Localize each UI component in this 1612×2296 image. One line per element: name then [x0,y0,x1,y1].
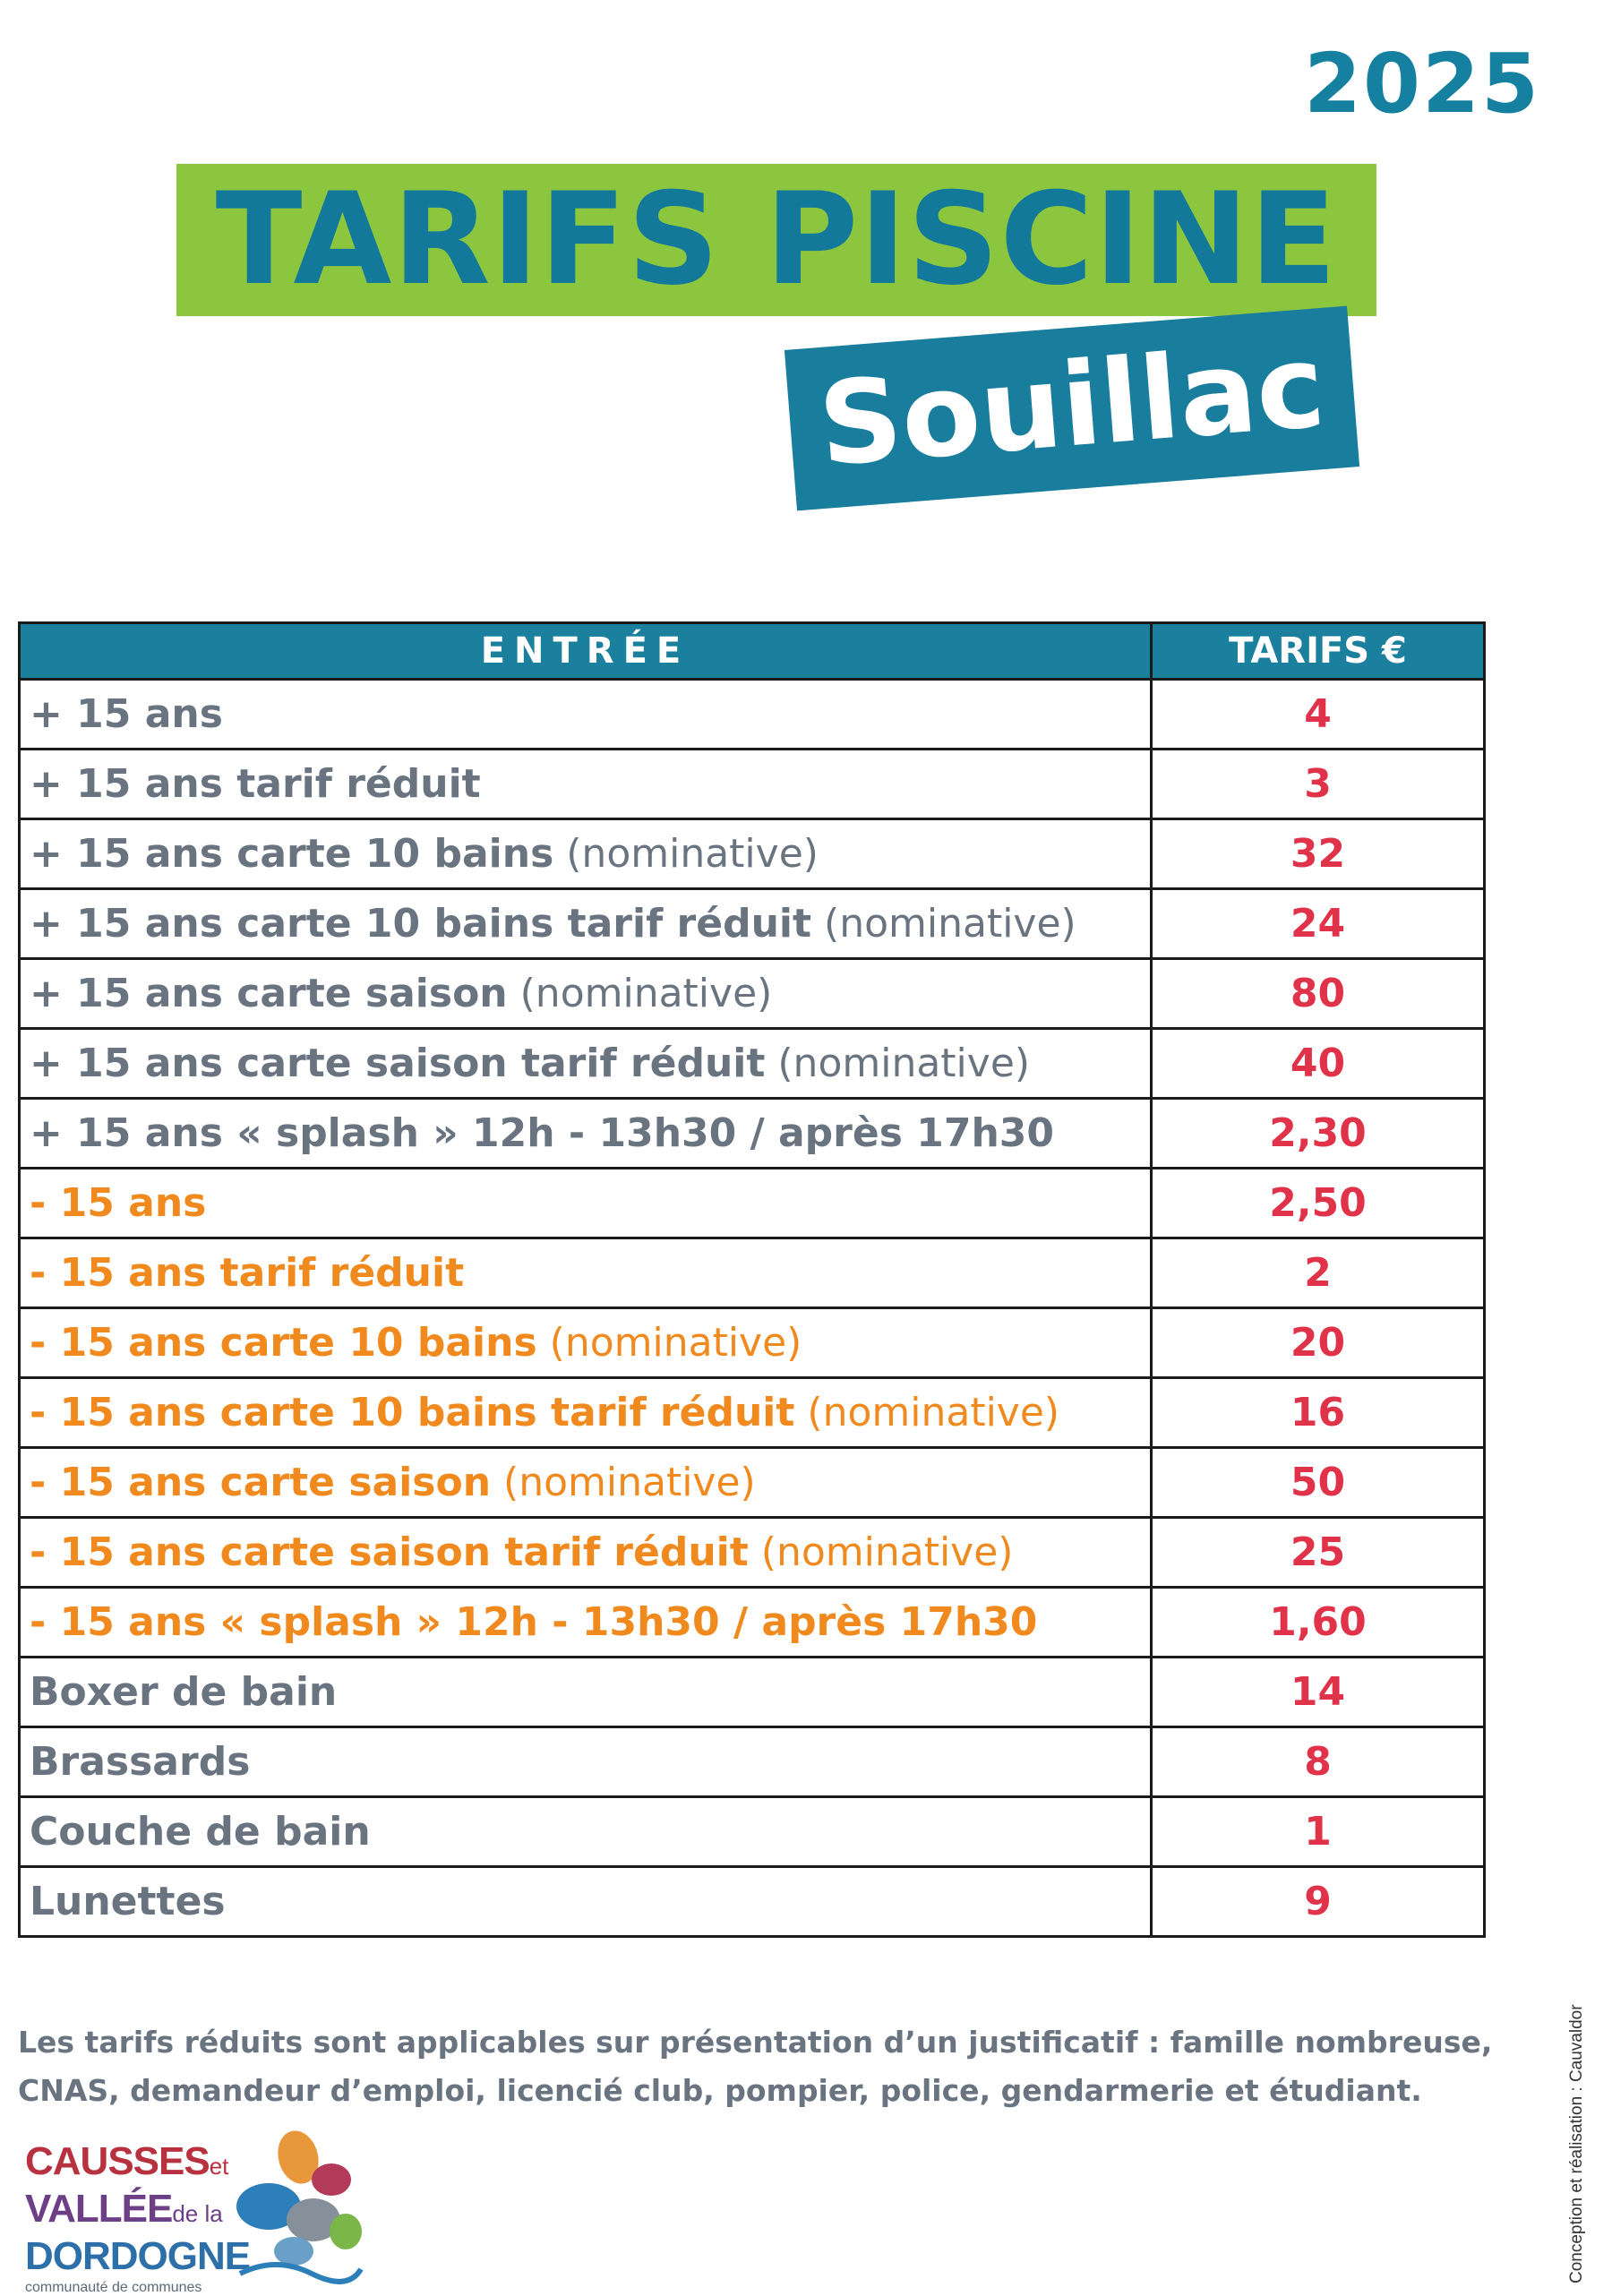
row-label-note: (nominative) [519,971,773,1016]
row-price: 9 [1152,1867,1485,1937]
row-label-main: - 15 ans carte 10 bains [30,1320,537,1366]
row-label [20,1797,1152,1867]
row-label-main: + 15 ans tarif réduit [30,761,481,807]
reduced-rate-notice [18,2018,1522,2115]
row-label [20,1308,1152,1378]
row-label-main: + 15 ans carte 10 bains tarif réduit [30,901,812,947]
city-name: Souillac [814,320,1330,493]
row-price: 24 [1152,889,1485,959]
row-label-main: Lunettes [30,1879,226,1924]
row-label-note: (nominative) [549,1320,802,1366]
row-label [20,1238,1152,1308]
row-label [20,1029,1152,1099]
row-price: 14 [1152,1658,1485,1727]
row-label-main: + 15 ans carte saison [30,971,508,1016]
page-title: TARIFS PISCINE [215,166,1338,313]
row-label [20,680,1152,750]
city-banner [785,306,1359,511]
row-label-main: - 15 ans « splash » 12h - 13h30 / après 17h30 [30,1599,1038,1645]
row-label-main: + 15 ans « splash » 12h - 13h30 / après 17h30 [30,1110,1054,1156]
table-row [20,959,1485,1029]
table-row [20,1378,1485,1448]
row-label [20,1378,1152,1448]
table-row [20,1099,1485,1169]
row-label-note: (nominative) [807,1390,1060,1435]
notice-line-2: CNAS, demandeur d’emploi, licencié club, pompier, police, gendarmerie et étudiant. [18,2073,1422,2108]
row-price: 4 [1152,680,1485,750]
notice-line-1: Les tarifs réduits sont applicables sur présentation d’un justificatif : famille nombreuse, [18,2025,1493,2060]
table-header-row [20,623,1485,680]
row-label-main: + 15 ans carte saison tarif réduit [30,1041,766,1086]
logo-subtitle: communauté de communes [25,2280,202,2295]
title-banner [176,164,1376,316]
table-row [20,1029,1485,1099]
row-label [20,1448,1152,1518]
row-label [20,1099,1152,1169]
table-row [20,680,1485,750]
table-row [20,1238,1485,1308]
row-price: 40 [1152,1029,1485,1099]
table-row [20,1588,1485,1658]
row-label-main: Boxer de bain [30,1669,338,1715]
credit-text: Conception et réalisation : Cauvaldor [1567,2004,1586,2283]
row-label [20,750,1152,819]
logo-wordmark [25,2140,250,2296]
table-row [20,1169,1485,1238]
row-label-main: - 15 ans carte saison tarif réduit [30,1529,749,1575]
row-label-main: Couche de bain [30,1809,371,1855]
row-price: 2 [1152,1238,1485,1308]
row-price: 8 [1152,1727,1485,1797]
row-label-main: + 15 ans [30,691,223,737]
row-label [20,1727,1152,1797]
table-row [20,1308,1485,1378]
row-label-main: + 15 ans carte 10 bains [30,831,554,877]
logo-line-2: VALLÉEde la [25,2187,223,2231]
table-body [20,680,1485,1937]
table-row [20,1518,1485,1588]
row-price: 16 [1152,1378,1485,1448]
row-label [20,889,1152,959]
logo-line-1: CAUSSESet [25,2139,229,2183]
column-header-tarifs: TARIFS € [1152,623,1485,680]
row-price: 1,60 [1152,1588,1485,1658]
row-label-main: - 15 ans [30,1180,207,1226]
cauvaldor-logo [25,2126,365,2295]
row-label [20,1658,1152,1727]
row-price: 25 [1152,1518,1485,1588]
column-header-entree: ENTRÉE [20,623,1152,680]
row-label [20,1169,1152,1238]
pebbles-logo-icon [231,2126,365,2287]
row-label [20,1518,1152,1588]
row-label [20,1588,1152,1658]
table-row [20,1448,1485,1518]
table-row [20,889,1485,959]
price-table [18,621,1486,1938]
table-row [20,1797,1485,1867]
table-row [20,1658,1485,1727]
table-row [20,750,1485,819]
row-label [20,959,1152,1029]
row-label-note: (nominative) [566,831,819,877]
table-row [20,1867,1485,1937]
row-price: 2,50 [1152,1169,1485,1238]
row-price: 1 [1152,1797,1485,1867]
row-label [20,819,1152,889]
logo-line-3: DORDOGNE [25,2234,251,2278]
row-label-main: - 15 ans tarif réduit [30,1250,465,1296]
row-label-note: (nominative) [824,901,1076,947]
row-label-note: (nominative) [503,1460,756,1505]
row-label-main: - 15 ans carte 10 bains tarif réduit [30,1390,795,1435]
table-row [20,1727,1485,1797]
year-label: 2025 [1303,36,1540,132]
row-price: 2,30 [1152,1099,1485,1169]
table-row [20,819,1485,889]
row-label [20,1867,1152,1937]
row-price: 20 [1152,1308,1485,1378]
row-label-main: - 15 ans carte saison [30,1460,492,1505]
row-label-main: Brassards [30,1739,251,1785]
row-label-note: (nominative) [777,1041,1031,1086]
row-price: 50 [1152,1448,1485,1518]
row-price: 32 [1152,819,1485,889]
row-price: 3 [1152,750,1485,819]
row-label-note: (nominative) [760,1529,1014,1575]
row-price: 80 [1152,959,1485,1029]
